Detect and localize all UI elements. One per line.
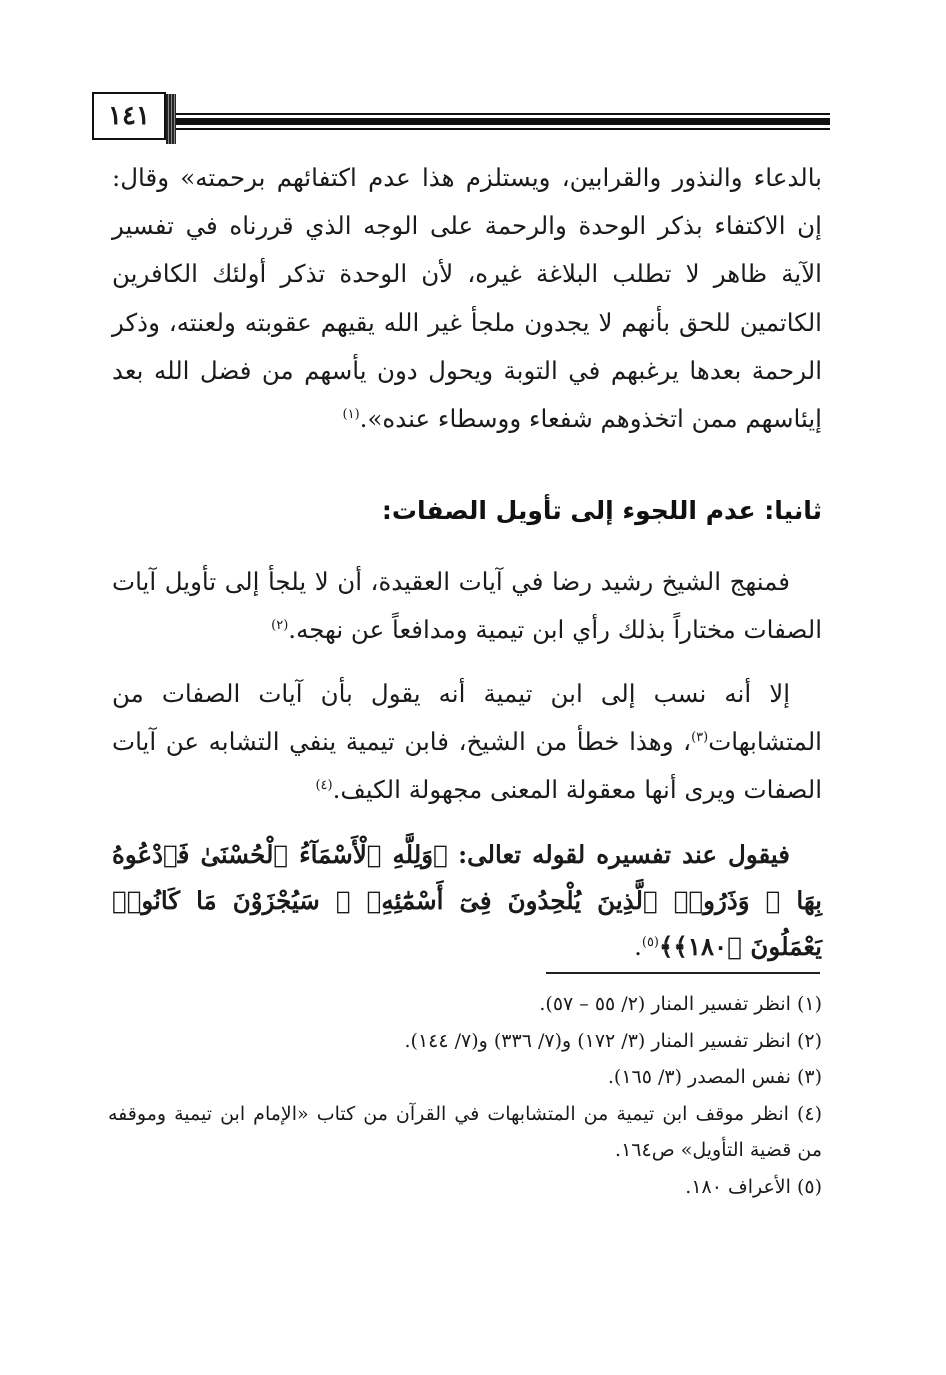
- paragraph-1: [112, 154, 822, 443]
- footnote-5: (٥) الأعراف ١٨٠.: [685, 1175, 822, 1198]
- paragraph-2: [112, 558, 822, 654]
- header-rule-top: [176, 113, 830, 115]
- paragraph-3-text-b: ، وهذا خطأ من الشيخ، فابن تيمية ينفي التشابه عن آيات الصفات ويرى أنها معقولة المعنى مجهولة الكيف.: [112, 727, 822, 805]
- footnotes: [108, 986, 822, 1205]
- paragraph-3: [112, 670, 822, 815]
- header-rule-thick: [176, 118, 830, 125]
- footnote-4: (٤) انظر موقف ابن تيمية من المتشابهات في القرآن من كتاب «الإمام ابن تيمية وموقفه من قضية التأويل» ص١٦٤.: [108, 1102, 822, 1161]
- footnote-ref-2: (٢): [271, 618, 289, 634]
- paragraph-2-text: فمنهج الشيخ رشيد رضا في آيات العقيدة، أن لا يلجأ إلى تأويل آيات الصفات مختاراً بذلك رأي ابن تيمية ومدافعاً عن نهجه.: [112, 567, 822, 645]
- paragraph-4-end: .: [634, 932, 642, 961]
- footnote-ref-5: (٥): [641, 934, 659, 950]
- section-heading: ثانيا: عدم اللجوء إلى تأويل الصفات:: [381, 496, 822, 525]
- paragraph-3-text-a: إلا أنه نسب إلى ابن تيمية أنه يقول بأن آيات الصفات من المتشابهات: [112, 679, 822, 757]
- page-header: [92, 92, 830, 148]
- footnote-ref-4: (٤): [315, 778, 333, 794]
- page-number: ١٤١: [92, 92, 166, 140]
- footnote-2: (٢) انظر تفسير المنار (٣/ ١٧٢) و(٧/ ٣٣٦) و(٧/ ١٤٤).: [404, 1029, 822, 1052]
- footnote-separator: [546, 972, 820, 974]
- footnote-1: (١) انظر تفسير المنار (٢/ ٥٥ – ٥٧).: [539, 993, 822, 1015]
- paragraph-4-lead: فيقول عند تفسيره لقوله تعالى:: [458, 840, 790, 869]
- footnote-ref-3: (٣): [691, 730, 709, 746]
- quran-verse: ﴿وَلِلَّهِ ٱلْأَسْمَآءُ ٱلْحُسْنَىٰ فَٱدْعُوهُ بِهَا ۖ وَذَرُوا۟ ٱلَّذِينَ يُلْحِدُونَ فِىٓ أَسْمَٰٓئِهِۦ ۚ سَيُجْزَوْنَ مَا كَانُوا۟ يَعْمَلُونَ ﴿١٨٠﴾﴾: [112, 840, 822, 961]
- page-number-shadow: [166, 94, 176, 144]
- footnote-3: (٣) نفس المصدر (٣/ ١٦٥).: [607, 1066, 822, 1088]
- paragraph-4: [112, 832, 822, 970]
- paragraph-1-text: بالدعاء والنذور والقرابين، ويستلزم هذا عدم اكتفائهم برحمته» وقال: إن الاكتفاء بذكر الوحدة والرحمة على الوجه الذي قررناه في تفسير الآية ظاهر لا تطلب البلاغة غيره، لأن الوحدة تذكر أولئك الكافرين الكاتمين للحق بأنهم لا يجدون ملجأ غير الله يقيهم عقوبته ولعنته، وذكر الرحمة بعدها يرغبهم في التوبة ويحول دون يأسهم من فضل الله بعد إيئاسهم ممن اتخذوهم شفعاء ووسطاء عنده».: [112, 163, 822, 434]
- header-rule-thin: [176, 128, 830, 130]
- footnote-ref-1: (١): [342, 406, 360, 422]
